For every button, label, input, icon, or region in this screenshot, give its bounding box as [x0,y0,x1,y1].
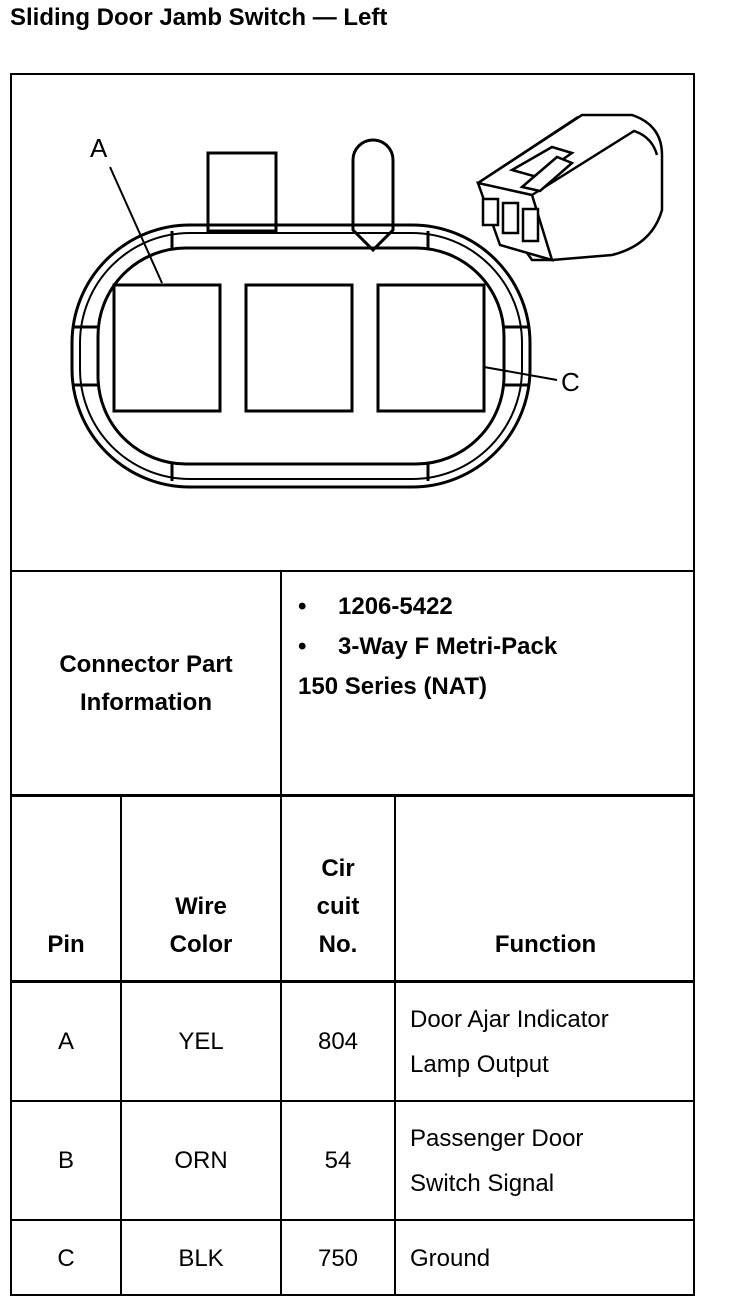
header-circuit-line: No. [318,931,358,958]
header-circuit-line: Cir [321,855,355,882]
list-item: • 3-Way F Metri-Pack [298,627,688,667]
connector-isometric-icon [478,115,662,260]
connector-series: 150 Series (NAT) [298,673,487,700]
divider [12,1100,695,1102]
function-line: Door Ajar Indicator [410,1006,609,1033]
connector-type: 3-Way F Metri-Pack [338,633,558,660]
function-line: Lamp Output [410,1051,549,1078]
label-a: A [90,133,108,163]
function-line: Passenger Door [410,1125,584,1152]
table-row-function [410,1116,690,1206]
connector-diagram [12,75,695,571]
table-row-circuit: 750 [317,1245,359,1272]
table-row-pin: A [57,1028,74,1055]
header-circuit-line: cuit [316,893,360,920]
part-number: 1206-5422 [338,593,453,620]
divider [12,980,695,983]
column-divider [394,796,396,1296]
table-row-wire-color: YEL [178,1028,224,1055]
divider [12,794,695,797]
list-item: • 1206-5422 [298,587,688,627]
latch-tab [208,153,276,231]
table-row-circuit: 804 [317,1028,359,1055]
header-function: Function [494,931,597,958]
table-row-pin: B [57,1147,74,1174]
table-row-circuit: 54 [324,1147,352,1174]
connector-part-label-line: Connector Part [59,651,233,678]
function-line: Switch Signal [410,1170,555,1197]
table-row-function: Ground [410,1245,491,1272]
table-row-wire-color: BLK [178,1245,224,1272]
table-row-wire-color: ORN [174,1147,228,1174]
leader-line-a [110,167,162,283]
divider [280,570,282,794]
connector-part-label [12,572,280,796]
cavity-c [378,285,484,411]
leader-line-c [484,367,557,380]
table-row-pin: C [57,1245,75,1272]
connector-part-label-line: Information [79,689,212,716]
table-row-function [410,997,690,1087]
header-circuit-no [282,850,394,964]
label-c: C [561,367,580,397]
connector-part-values [298,587,688,707]
divider [12,1219,695,1221]
header-wire-color [122,888,280,964]
cavity-b [246,285,352,411]
cavity-a [114,285,220,411]
header-wire-color-line: Color [169,931,233,958]
header-wire-color-line: Wire [175,893,227,920]
page-title: Sliding Door Jamb Switch — Left [10,4,388,31]
header-pin: Pin [47,931,85,958]
connector-sheet [10,73,695,1296]
